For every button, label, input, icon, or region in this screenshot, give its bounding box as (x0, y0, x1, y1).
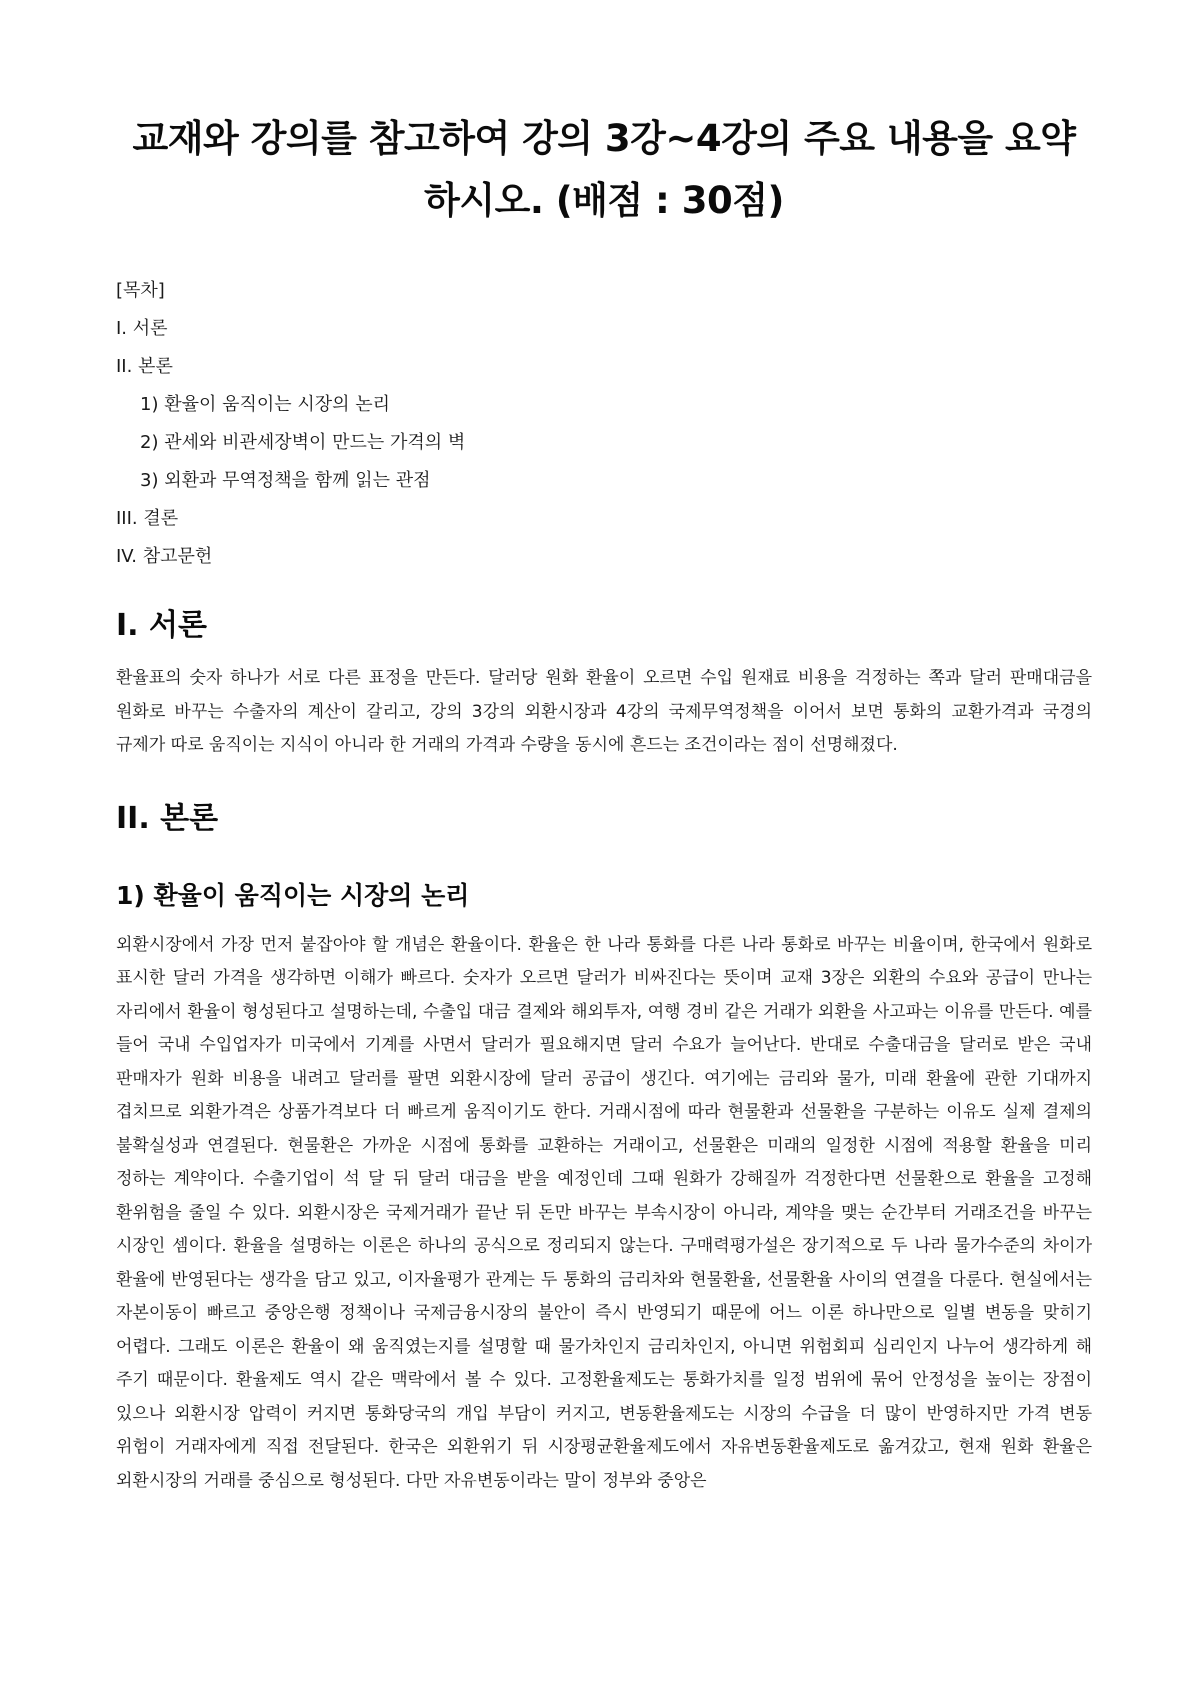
intro-paragraph: 환율표의 숫자 하나가 서로 다른 표정을 만든다. 달러당 원화 환율이 오르면 수입 원재료 비용을 걱정하는 쪽과 달러 판매대금을 원화로 바꾸는 수출자의 계산이 갈리고, 강의 3강의 외환시장과 4강의 국제무역정책을 이어서 보면 통화의 교환가격과 국경의 규제가 따로 움직이는 지식이 아니라 한 거래의 가격과 수량을 동시에 흔드는 조건이라는 점이 선명해졌다. (116, 668, 1092, 755)
toc-header: [목차] (116, 280, 165, 301)
toc-item-body-3: 3) 외환과 무역정책을 함께 읽는 관점 (140, 470, 431, 491)
toc-item-references: IV. 참고문헌 (116, 546, 213, 567)
toc-item-body-1: 1) 환율이 움직이는 시장의 논리 (140, 394, 391, 415)
subsection-1-heading: 1) 환율이 움직이는 시장의 논리 (116, 880, 470, 910)
table-of-contents (116, 272, 1092, 576)
toc-item-conclusion: III. 결론 (116, 508, 179, 529)
body-heading: II. 본론 (116, 800, 219, 836)
toc-item-intro: I. 서론 (116, 318, 168, 339)
toc-item-body: II. 본론 (116, 356, 173, 377)
subsection-1-paragraph: 외환시장에서 가장 먼저 붙잡아야 할 개념은 환율이다. 환율은 한 나라 통화를 다른 나라 통화로 바꾸는 비율이며, 한국에서 원화로 표시한 달러 가격을 생각하면 이해가 빠르다. 숫자가 오르면 달러가 비싸진다는 뜻이며 교재 3장은 외환의 수요와 공급이 만나는 자리에서 환율이 형성된다고 설명하는데, 수출입 대금 결제와 해외투자, 여행 경비 같은 거래가 외환을 사고파는 이유를 만든다. 예를 들어 국내 수입업자가 미국에서 기계를 사면서 달러가 필요해지면 달러 수요가 늘어난다. 반대로 수출대금을 달러로 받은 국내 판매자가 원화 비용을 내려고 달러를 팔면 외환시장에 달러 공급이 생긴다. 여기에는 금리와 물가, 미래 환율에 관한 기대까지 겹치므로 외환가격은 상품가격보다 더 빠르게 움직이기도 한다. 거래시점에 따라 현물환과 선물환을 구분하는 이유도 실제 결제의 불확실성과 연결된다. 현물환은 가까운 시점에 통화를 교환하는 거래이고, 선물환은 미래의 일정한 시점에 적용할 환율을 미리 정하는 계약이다. 수출기업이 석 달 뒤 달러 대금을 받을 예정인데 그때 원화가 강해질까 걱정한다면 선물환으로 환율을 고정해 환위험을 줄일 수 있다. 외환시장은 국제거래가 끝난 뒤 돈만 바꾸는 부속시장이 아니라, 계약을 맺는 순간부터 거래조건을 바꾸는 시장인 셈이다. 환율을 설명하는 이론은 하나의 공식으로 정리되지 않는다. 구매력평가설은 장기적으로 두 나라 물가수준의 차이가 환율에 반영된다는 생각을 담고 있고, 이자율평가 관계는 두 통화의 금리차와 현물환율, 선물환율 사이의 연결을 다룬다. 현실에서는 자본이동이 빠르고 중앙은행 정책이나 국제금융시장의 불안이 즉시 반영되기 때문에 어느 이론 하나만으로 일별 변동을 맞히기 어렵다. 그래도 이론은 환율이 왜 움직였는지를 설명할 때 물가차인지 금리차인지, 아니면 위험회피 심리인지 나누어 생각하게 해 주기 때문이다. 환율제도 역시 같은 맥락에서 볼 수 있다. 고정환율제도는 통화가치를 일정 범위에 묶어 안정성을 높이는 장점이 있으나 외환시장 압력이 커지면 통화당국의 개입 부담이 커지고, 변동환율제도는 시장의 수급을 더 많이 반영하지만 가격 변동 위험이 거래자에게 직접 전달된다. 한국은 외환위기 뒤 시장평균환율제도에서 자유변동환율제도로 옮겨갔고, 현재 원화 환율은 외환시장의 거래를 중심으로 형성된다. 다만 자유변동이라는 말이 정부와 중앙은 (116, 934, 1092, 1491)
toc-item-body-2: 2) 관세와 비관세장벽이 만드는 가격의 벽 (140, 432, 466, 453)
intro-heading: I. 서론 (116, 608, 207, 643)
document-title: 교재와 강의를 참고하여 강의 3강~4강의 주요 내용을 요약하시오. (배점 : 30점) (132, 117, 1076, 222)
